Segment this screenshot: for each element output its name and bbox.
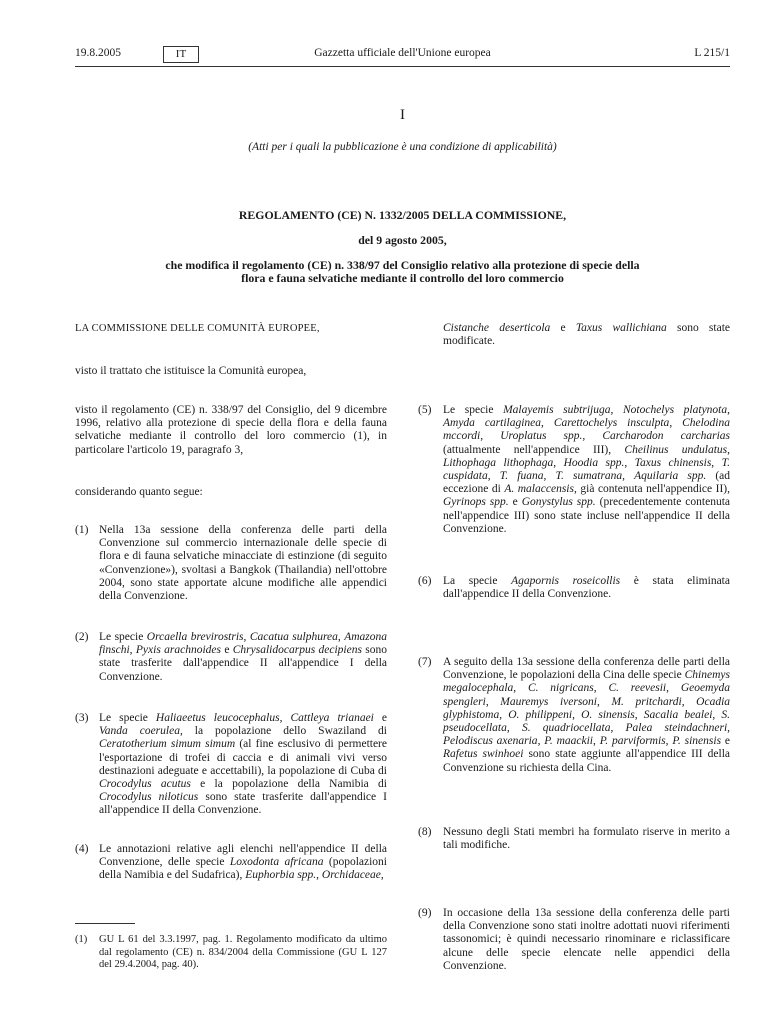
recital-3-text: Le specie Haliaeetus leucocephalus, Cattleya trianaei e Vanda coerulea, la popolazione dello Swaziland di Ceratotherium simum simum (al fine esclusivo di permettere l'esportazione di trofei di caccia e di animali vivi verso destinazioni adeguate e accettabili), la popolazione di Cuba di Crocodylus acutus e la popolazione della Namibia di Crocodylus niloticus sono state trasferite dall'appendice I all'appendice II della Convenzione. — [99, 712, 388, 817]
language-badge: IT — [163, 46, 199, 63]
recital-9-text: In occasione della 13a sessione della conferenza delle parti della Convenzione sono stati inoltre adottati nuovi riferimenti tassonomici; è quindi necessario rinominare e riclassificare alcune delle specie elencate nelle appendici della Convenzione. — [443, 907, 730, 972]
commission-heading: LA COMMISSIONE DELLE COMUNITÀ EUROPEE, — [75, 323, 320, 334]
regulation-subject-line1: che modifica il regolamento (CE) n. 338/97 del Consiglio relativo alla protezione di specie della — [165, 258, 640, 272]
recital-7-text: A seguito della 13a sessione della conferenza delle parti della Convenzione, le popolazioni della Cina delle specie Chinemys megalocephala, C. nigricans, C. reevesii, Geoemyda spengleri, Mauremys iversoni, M. pritchardi, Ocadia glyphistoma, O. philippeni, O. sinensis, Sacalia bealei, S. pseudocellata, S. quadriocellata, Palea steindachneri, Pelodiscus axenaria, P. maackii, P. parviformis, P. sinensis e Rafetus swinhoei sono state aggiunte all'appendice III della Convenzione su richiesta della Cina. — [443, 656, 731, 774]
recital-number: (4) — [75, 843, 89, 855]
recital-number: (6) — [418, 575, 432, 587]
recital-5-text: Le specie Malayemis subtrijuga, Notochelys platynota, Amyda cartilaginea, Carettochelys insculpta, Chelodina mccordi, Uroplatus spp., Carcharodon carcharias (attualmente nell'appendice III), Cheilinus undulatus, Lithophaga lithophaga, Hoodia spp., Taxus chinensis, T. cuspidata, T. fuana, T. sumatrana, Aquilaria spp. (ad eccezione di A. malaccensis, già contenuta nell'appendice II), Gyrinops spp. e Gonystylus spp. (precedentemente contenuta nell'appendice III) sono state incluse nell'appendice II della Convenzione. — [443, 404, 731, 535]
recital-8-text: Nessuno degli Stati membri ha formulato riserve in merito a tali modifiche. — [443, 826, 730, 852]
regulation-citation: visto il regolamento (CE) n. 338/97 del Consiglio, del 9 dicembre 1996, relativo alla protezione di specie della flora e della fauna selvatiche mediante il controllo del loro commercio (1), in particolare l'articolo 19, paragrafo 3, — [75, 404, 387, 456]
footnote-text: GU L 61 del 3.3.1997, pag. 1. Regolamento modificato da ultimo dal regolamento (CE) n. 834/2004 della Commissione (GU L 127 del 29.4.2004, pag. 40). — [99, 934, 387, 971]
recital-2-text: Le specie Orcaella brevirostris, Cacatua sulphurea, Amazona finschi, Pyxis arachnoides e Chrysalidocarpus decipiens sono state trasferite dall'appendice II all'appendice I della Convenzione. — [99, 631, 388, 683]
recital-4-continuation: Cistanche deserticola e Taxus wallichiana sono state modificate. — [443, 322, 730, 348]
recital-number: (5) — [418, 404, 432, 416]
recital-6-text: La specie Agapornis roseicollis è stata eliminata dall'appendice II della Convenzione. — [443, 575, 730, 601]
section-subtitle: (Atti per i quali la pubblicazione è una condizione di applicabilità) — [248, 141, 557, 153]
recital-number: (8) — [418, 826, 432, 838]
regulation-title: REGOLAMENTO (CE) N. 1332/2005 DELLA COMMISSIONE, — [238, 208, 567, 222]
recital-4-text: Le annotazioni relative agli elenchi nell'appendice II della Convenzione, delle specie Loxodonta africana (popolazioni della Namibia e del Sudafrica), Euphorbia spp., Orchidaceae, — [99, 843, 387, 882]
page-reference: L 215/1 — [694, 47, 730, 59]
regulation-subject-line2: flora e fauna selvatiche mediante il controllo del loro commercio — [241, 271, 564, 285]
recital-number: (7) — [418, 656, 432, 668]
treaty-citation: visto il trattato che istituisce la Comunità europea, — [75, 365, 307, 377]
recital-number: (1) — [75, 524, 89, 536]
section-numeral: I — [400, 107, 405, 123]
recital-number: (9) — [418, 907, 432, 919]
recital-1-text: Nella 13a sessione della conferenza delle parti della Convenzione sul commercio internazionale delle specie di flora e di fauna selvatiche minacciate di estinzione (di seguito «Convenzione»), svoltasi a Bangkok (Thailandia) nell'ottobre 2004, sono state apportate alcune modifiche alle appendici della Convenzione. — [99, 524, 387, 603]
recital-number: (3) — [75, 712, 89, 724]
publication-date: 19.8.2005 — [75, 47, 121, 59]
regulation-date: del 9 agosto 2005, — [358, 233, 447, 247]
footnote-mark: (1) — [75, 934, 88, 945]
considering-intro: considerando quanto segue: — [75, 486, 203, 498]
header-rule — [75, 66, 730, 67]
recital-number: (2) — [75, 631, 89, 643]
footnote-rule — [75, 923, 135, 924]
journal-title: Gazzetta ufficiale dell'Unione europea — [314, 47, 491, 59]
